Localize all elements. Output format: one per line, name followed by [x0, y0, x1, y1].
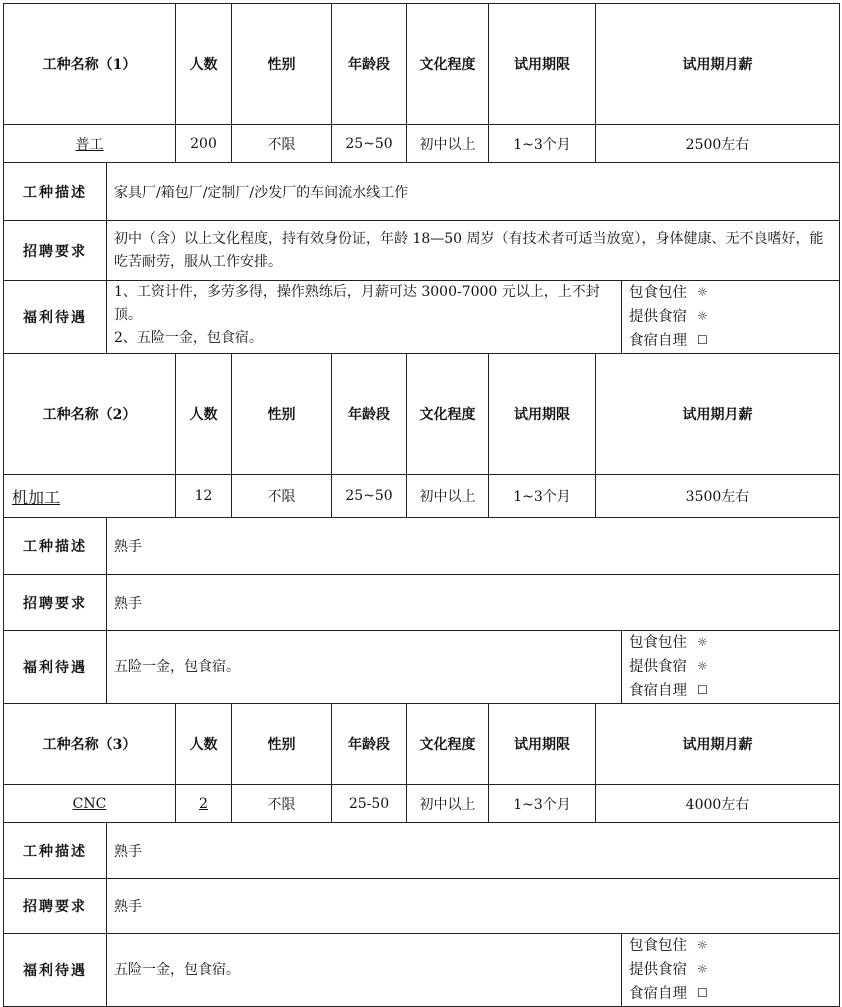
count-link[interactable]: 2 — [199, 795, 208, 812]
trial-salary-cell: 4000左右 — [596, 785, 840, 823]
description-text: 熟手 — [107, 518, 840, 575]
trial-period-header: 试用期限 — [489, 4, 596, 125]
count-cell: 12 — [176, 475, 232, 518]
job-1-description-row — [4, 163, 840, 221]
age-cell: 25-50 — [332, 785, 407, 823]
option-food-lodging[interactable]: 包食包住 ☼ — [629, 281, 839, 305]
trial-period-cell: 1~3个月 — [489, 785, 596, 823]
welfare-text: 五险一金，包食宿。 — [107, 934, 622, 1007]
count-header: 人数 — [176, 4, 232, 125]
trial-period-cell: 1~3个月 — [489, 125, 596, 163]
option-food-provided[interactable]: 提供食宿 ☼ — [629, 655, 839, 679]
trial-salary-cell: 3500左右 — [596, 475, 840, 518]
job-3-description-row — [4, 823, 840, 879]
age-cell: 25~50 — [332, 125, 407, 163]
job-2-description-row — [4, 518, 840, 575]
welfare-label: 福利待遇 — [4, 934, 107, 1007]
checkbox-icon: ☐ — [697, 986, 708, 1000]
welfare-label: 福利待遇 — [4, 281, 107, 354]
trial-period-header: 试用期限 — [489, 354, 596, 475]
trial-salary-header: 试用期月薪 — [596, 704, 840, 785]
count-header: 人数 — [176, 704, 232, 785]
job-name-header: 工种名称（3） — [4, 704, 176, 785]
gender-cell: 不限 — [232, 125, 332, 163]
requirements-label: 招聘要求 — [4, 221, 107, 281]
sun-icon: ☼ — [697, 309, 708, 323]
age-header: 年龄段 — [332, 4, 407, 125]
job-name-header: 工种名称（1） — [4, 4, 176, 125]
option-food-lodging[interactable]: 包食包住 ☼ — [629, 631, 839, 655]
sun-icon: ☼ — [697, 285, 708, 299]
welfare-options — [622, 281, 840, 354]
requirements-text: 熟手 — [107, 879, 840, 934]
sun-icon: ☼ — [697, 962, 708, 976]
job-1-header-row — [4, 4, 840, 125]
age-header: 年龄段 — [332, 704, 407, 785]
trial-salary-cell: 2500左右 — [596, 125, 840, 163]
trial-salary-header: 试用期月薪 — [596, 354, 840, 475]
checkbox-icon: ☐ — [697, 333, 708, 347]
job-name-link[interactable]: 普工 — [75, 136, 104, 153]
welfare-line-2: 2、五险一金，包食宿。 — [114, 330, 263, 346]
education-header: 文化程度 — [407, 704, 489, 785]
requirements-label: 招聘要求 — [4, 575, 107, 631]
education-cell: 初中以上 — [407, 125, 489, 163]
description-label: 工种描述 — [4, 823, 107, 879]
age-cell: 25~50 — [332, 475, 407, 518]
job-2-values-row — [4, 475, 840, 518]
job-name-link[interactable]: CNC — [72, 795, 107, 812]
welfare-text — [107, 281, 622, 354]
job-1-welfare-row — [4, 281, 840, 354]
count-header: 人数 — [176, 354, 232, 475]
job-2-header-row — [4, 354, 840, 475]
job-1-values-row — [4, 125, 840, 163]
job-name-link[interactable]: 机加工 — [12, 487, 61, 507]
checkbox-icon: ☐ — [697, 683, 708, 697]
job-name-header: 工种名称（2） — [4, 354, 176, 475]
option-food-provided[interactable]: 提供食宿 ☼ — [629, 958, 839, 982]
trial-period-cell: 1~3个月 — [489, 475, 596, 518]
option-self-provided[interactable]: 食宿自理 ☐ — [629, 329, 839, 353]
gender-header: 性别 — [232, 704, 332, 785]
count-cell — [176, 785, 232, 823]
welfare-options — [622, 631, 840, 704]
description-label: 工种描述 — [4, 518, 107, 575]
job-name-cell — [4, 785, 176, 823]
education-cell: 初中以上 — [407, 785, 489, 823]
option-food-lodging[interactable]: 包食包住 ☼ — [629, 934, 839, 958]
count-cell: 200 — [176, 125, 232, 163]
job-2-requirements-row — [4, 575, 840, 631]
job-name-cell — [4, 125, 176, 163]
job-3-values-row — [4, 785, 840, 823]
option-self-provided[interactable]: 食宿自理 ☐ — [629, 679, 839, 703]
age-header: 年龄段 — [332, 354, 407, 475]
job-3-welfare-row — [4, 934, 840, 1007]
job-3-requirements-row — [4, 879, 840, 934]
trial-period-header: 试用期限 — [489, 704, 596, 785]
option-food-provided[interactable]: 提供食宿 ☼ — [629, 305, 839, 329]
gender-header: 性别 — [232, 354, 332, 475]
education-header: 文化程度 — [407, 354, 489, 475]
job-name-cell — [4, 475, 176, 518]
job-1-requirements-row — [4, 221, 840, 281]
description-text: 家具厂/箱包厂/定制厂/沙发厂的车间流水线工作 — [107, 163, 840, 221]
welfare-options — [622, 934, 840, 1007]
education-header: 文化程度 — [407, 4, 489, 125]
requirements-text: 熟手 — [107, 575, 840, 631]
option-self-provided[interactable]: 食宿自理 ☐ — [629, 982, 839, 1006]
gender-header: 性别 — [232, 4, 332, 125]
job-3-header-row — [4, 704, 840, 785]
welfare-label: 福利待遇 — [4, 631, 107, 704]
description-label: 工种描述 — [4, 163, 107, 221]
welfare-text: 五险一金，包食宿。 — [107, 631, 622, 704]
education-cell: 初中以上 — [407, 475, 489, 518]
description-text: 熟手 — [107, 823, 840, 879]
welfare-line-1: 1、工资计件，多劳多得，操作熟练后，月薪可达 3000-7000 元以上，上不封顶。 — [114, 284, 600, 323]
sun-icon: ☼ — [697, 635, 708, 649]
sun-icon: ☼ — [697, 659, 708, 673]
gender-cell: 不限 — [232, 785, 332, 823]
job-2-welfare-row — [4, 631, 840, 704]
requirements-text: 初中（含）以上文化程度，持有效身份证，年龄 18—50 周岁（有技术者可适当放宽），身体健康、无不良嗜好，能吃苦耐劳，服从工作安排。 — [107, 221, 840, 281]
trial-salary-header: 试用期月薪 — [596, 4, 840, 125]
sun-icon: ☼ — [697, 938, 708, 952]
gender-cell: 不限 — [232, 475, 332, 518]
job-listing-table — [3, 3, 840, 1007]
requirements-label: 招聘要求 — [4, 879, 107, 934]
